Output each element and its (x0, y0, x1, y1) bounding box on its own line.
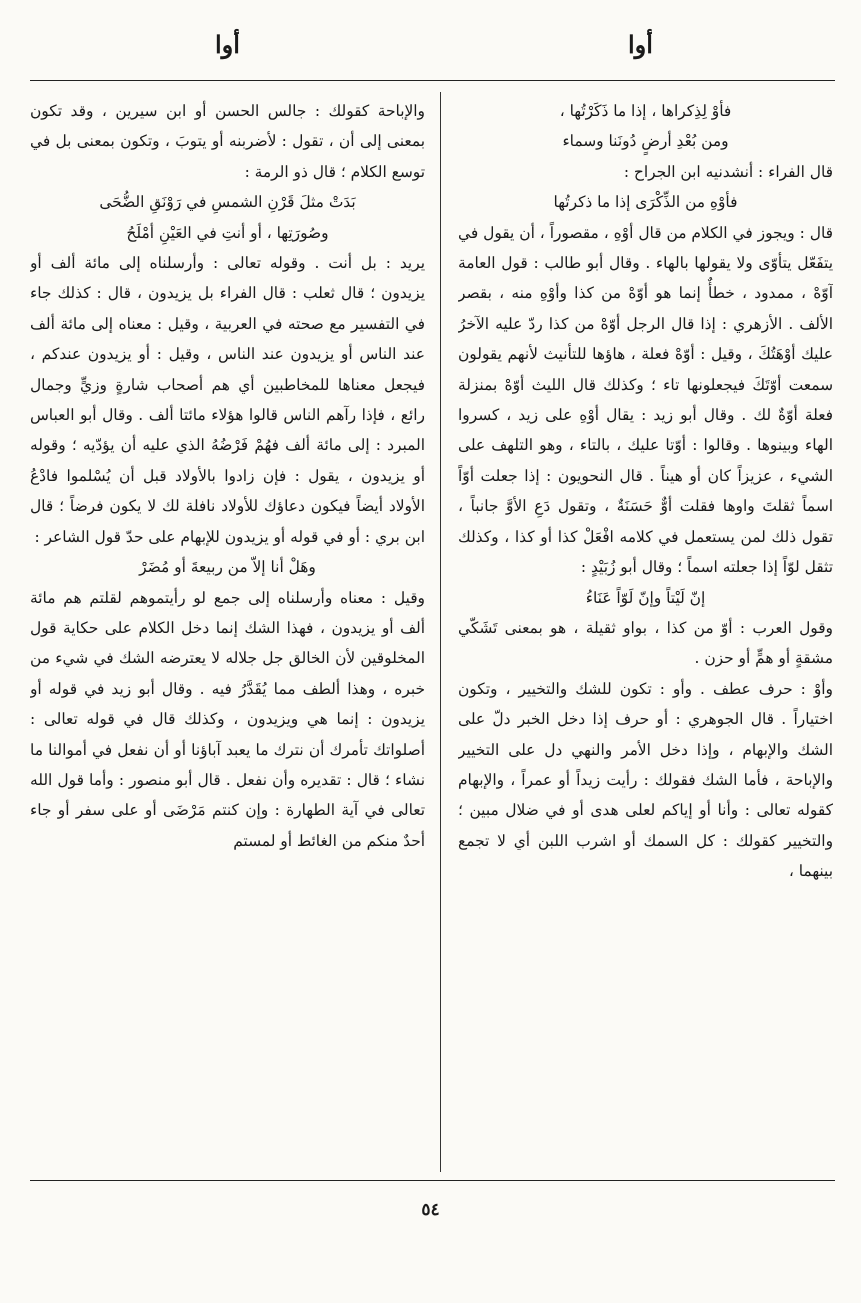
verse-line: فأوْ لِذِكراها ، إذا ما ذَكَرْتُها ، (559, 102, 732, 120)
right-column (458, 96, 833, 1176)
verse-line: فأوْهِ من الذِّكْرَى إذا ما ذكرتُها (553, 193, 738, 212)
page-number: ٥٤ (421, 1200, 440, 1220)
verse-line: إنّ لَيْتاً وإنّ لَوّاً عَنَاءُ (585, 588, 706, 607)
bottom-rule (30, 1180, 835, 1181)
paragraph: قال : ويجوز في الكلام من قال أوْهِ ، مقصوراً ، أن يقول في يتفَعّل يتأوّى ولا يقولها بالهاء . وقال أبو طالب : قول العامة آوّهْ ، ممدود ، خطأٌ إنما هو أوّهْ من كذا وأوْهِ منه ، بقصر الألف . الأزهري : إذا قال الرجل أوّهْ من كذا ردّ عليه الآخرُ عليك أوْهَتُكَ ، وقيل : أوّهْ فعلة ، هاؤها للتأنيث لأنهم يقولون سمعت أوّتَكَ فيجعلونها تاء ؛ وكذلك قال الليث أوّهْ بمنزلة فعلة أوّةٌ لك . وقال أبو زيد : يقال أوْهِ على زيد ، كسروا الهاء وبينوها . وقالوا : أوّتا عليك ، بالتاء ، وهو التلهف على الشيء ، عزيزاً كان أو هيناً . قال النحويون : إذا جعلت أوّاً اسماً ثقلتَ واوها فقلت أوٌّ حَسَنَةٌ ، وتقول دَعِ الأوَّ جانباً ، تقول ذلك لمن يستعمل في كلامه افْعَلْ كذا أو كذا ، وكذلك تثقل لوّاً إذا جعلته اسماً ؛ وقال أبو زُبَيْدٍ : (458, 223, 833, 577)
paragraph: وقول العرب : أوّ من كذا ، بواو ثقيلة ، هو بمعنى تَشَكّي مشقةٍ أو همٍّ أو حزن . (458, 618, 833, 668)
right-headword: أوا (628, 30, 653, 59)
paragraph: وقيل : معناه وأرسلناه إلى جمع لو رأيتموهم لقلتم هم مائة ألف أو يزيدون ، فهذا الشك إنما دخل الكلام على حكاية قول المخلوقين لأن الخالق جل جلاله لا يعترضه الشك في شيء من خبره ، وهذا ألطف مما يُقَدَّرُ فيه . وقال أبو زيد في قوله أو يزيدون : إنما هي ويزيدون ، وكذلك قال في قوله تعالى : أصلواتك تأمرك أن نترك ما يعبد آباؤنا أو أن نفعل في أموالنا ما نشاء ؛ قال : تقديره وأن نفعل . قال أبو منصور : وأما قول الله تعالى في آية الطهارة : وإن كنتم مَرْضَى أو على سفر أو جاء أحدٌ منكم من الغائط أو لمستم (30, 588, 425, 850)
paragraph: والإباحة كقولك : جالس الحسن أو ابن سيرين ، وقد تكون بمعنى إلى أن ، تقول : لأضربنه أو يتوبَ ، وتكون بمعنى بل في توسع الكلام ؛ قال ذو الرمة : (30, 102, 425, 181)
verse-line: وهَلْ أنا إلاّ من ربيعةَ أو مُضَرْ (139, 558, 316, 577)
paragraph: يريد : بل أنت . وقوله تعالى : وأرسلناه إلى مائة ألف أو يزيدون ؛ قال ثعلب : قال الفراء بل يزيدون ، قال : كذلك جاء في التفسير مع صحته في العربية ، وقيل : معناه إلى مائة ألف عند الناس أو يزيدون عند الناس ، وقيل : أو يزيدون عندكم ، فيجعل معناها للمخاطبين أي هم أصحاب شارةٍ وزيٍّ وجمال رائع ، فإذا رآهم الناس قالوا هؤلاء مائتا ألف . وقال أبو العباس المبرد : إلى مائة ألف فهُمْ فَرْضُهُ الذي عليه أن يؤدّيه ؛ وقوله أو يزيدون ، يقول : فإن زادوا بالأولاد قبل أن يُسْلموا فادْعُ الأولاد أيضاً فيكون دعاؤك للأولاد نافلة لك لا يكون فرضاً ؛ قال ابن بري : أو في قوله أو يزيدون للإبهام على حدّ قول الشاعر : (30, 254, 425, 546)
verse-line: ومن بُعْدِ أرضٍ دُونَنا وسماء (562, 132, 729, 151)
paragraph: وأوْ : حرف عطف . وأو : تكون للشك والتخيير ، وتكون اختياراً . قال الجوهري : أو حرف إذا دخل الخبر دلّ على الشك والإبهام ، وإذا دخل الأمر والنهي دل على التخيير والإباحة ، فأما الشك فقولك : رأيت زيداً أو عمراً ، والإبهام كقوله تعالى : وأنا أو إياكم لعلى هدى أو في ضلال مبين ؛ والتخيير كقولك : كل السمك أو اشرب اللبن أي لا تجمع بينهما ، (458, 679, 833, 881)
left-column (30, 96, 425, 1176)
column-divider (440, 92, 441, 1172)
verse-line: بَدَتْ مثلَ قَرْنِ الشمسِ في رَوْنَقِ الضُّحَى (99, 193, 356, 212)
verse-line: وصُورَتِها ، أو أنتِ في العَيْنِ أمْلَحُ (126, 223, 329, 242)
top-rule (30, 80, 835, 81)
left-headword: أوا (215, 30, 240, 59)
paragraph: قال الفراء : أنشدنيه ابن الجراح : (623, 162, 833, 181)
